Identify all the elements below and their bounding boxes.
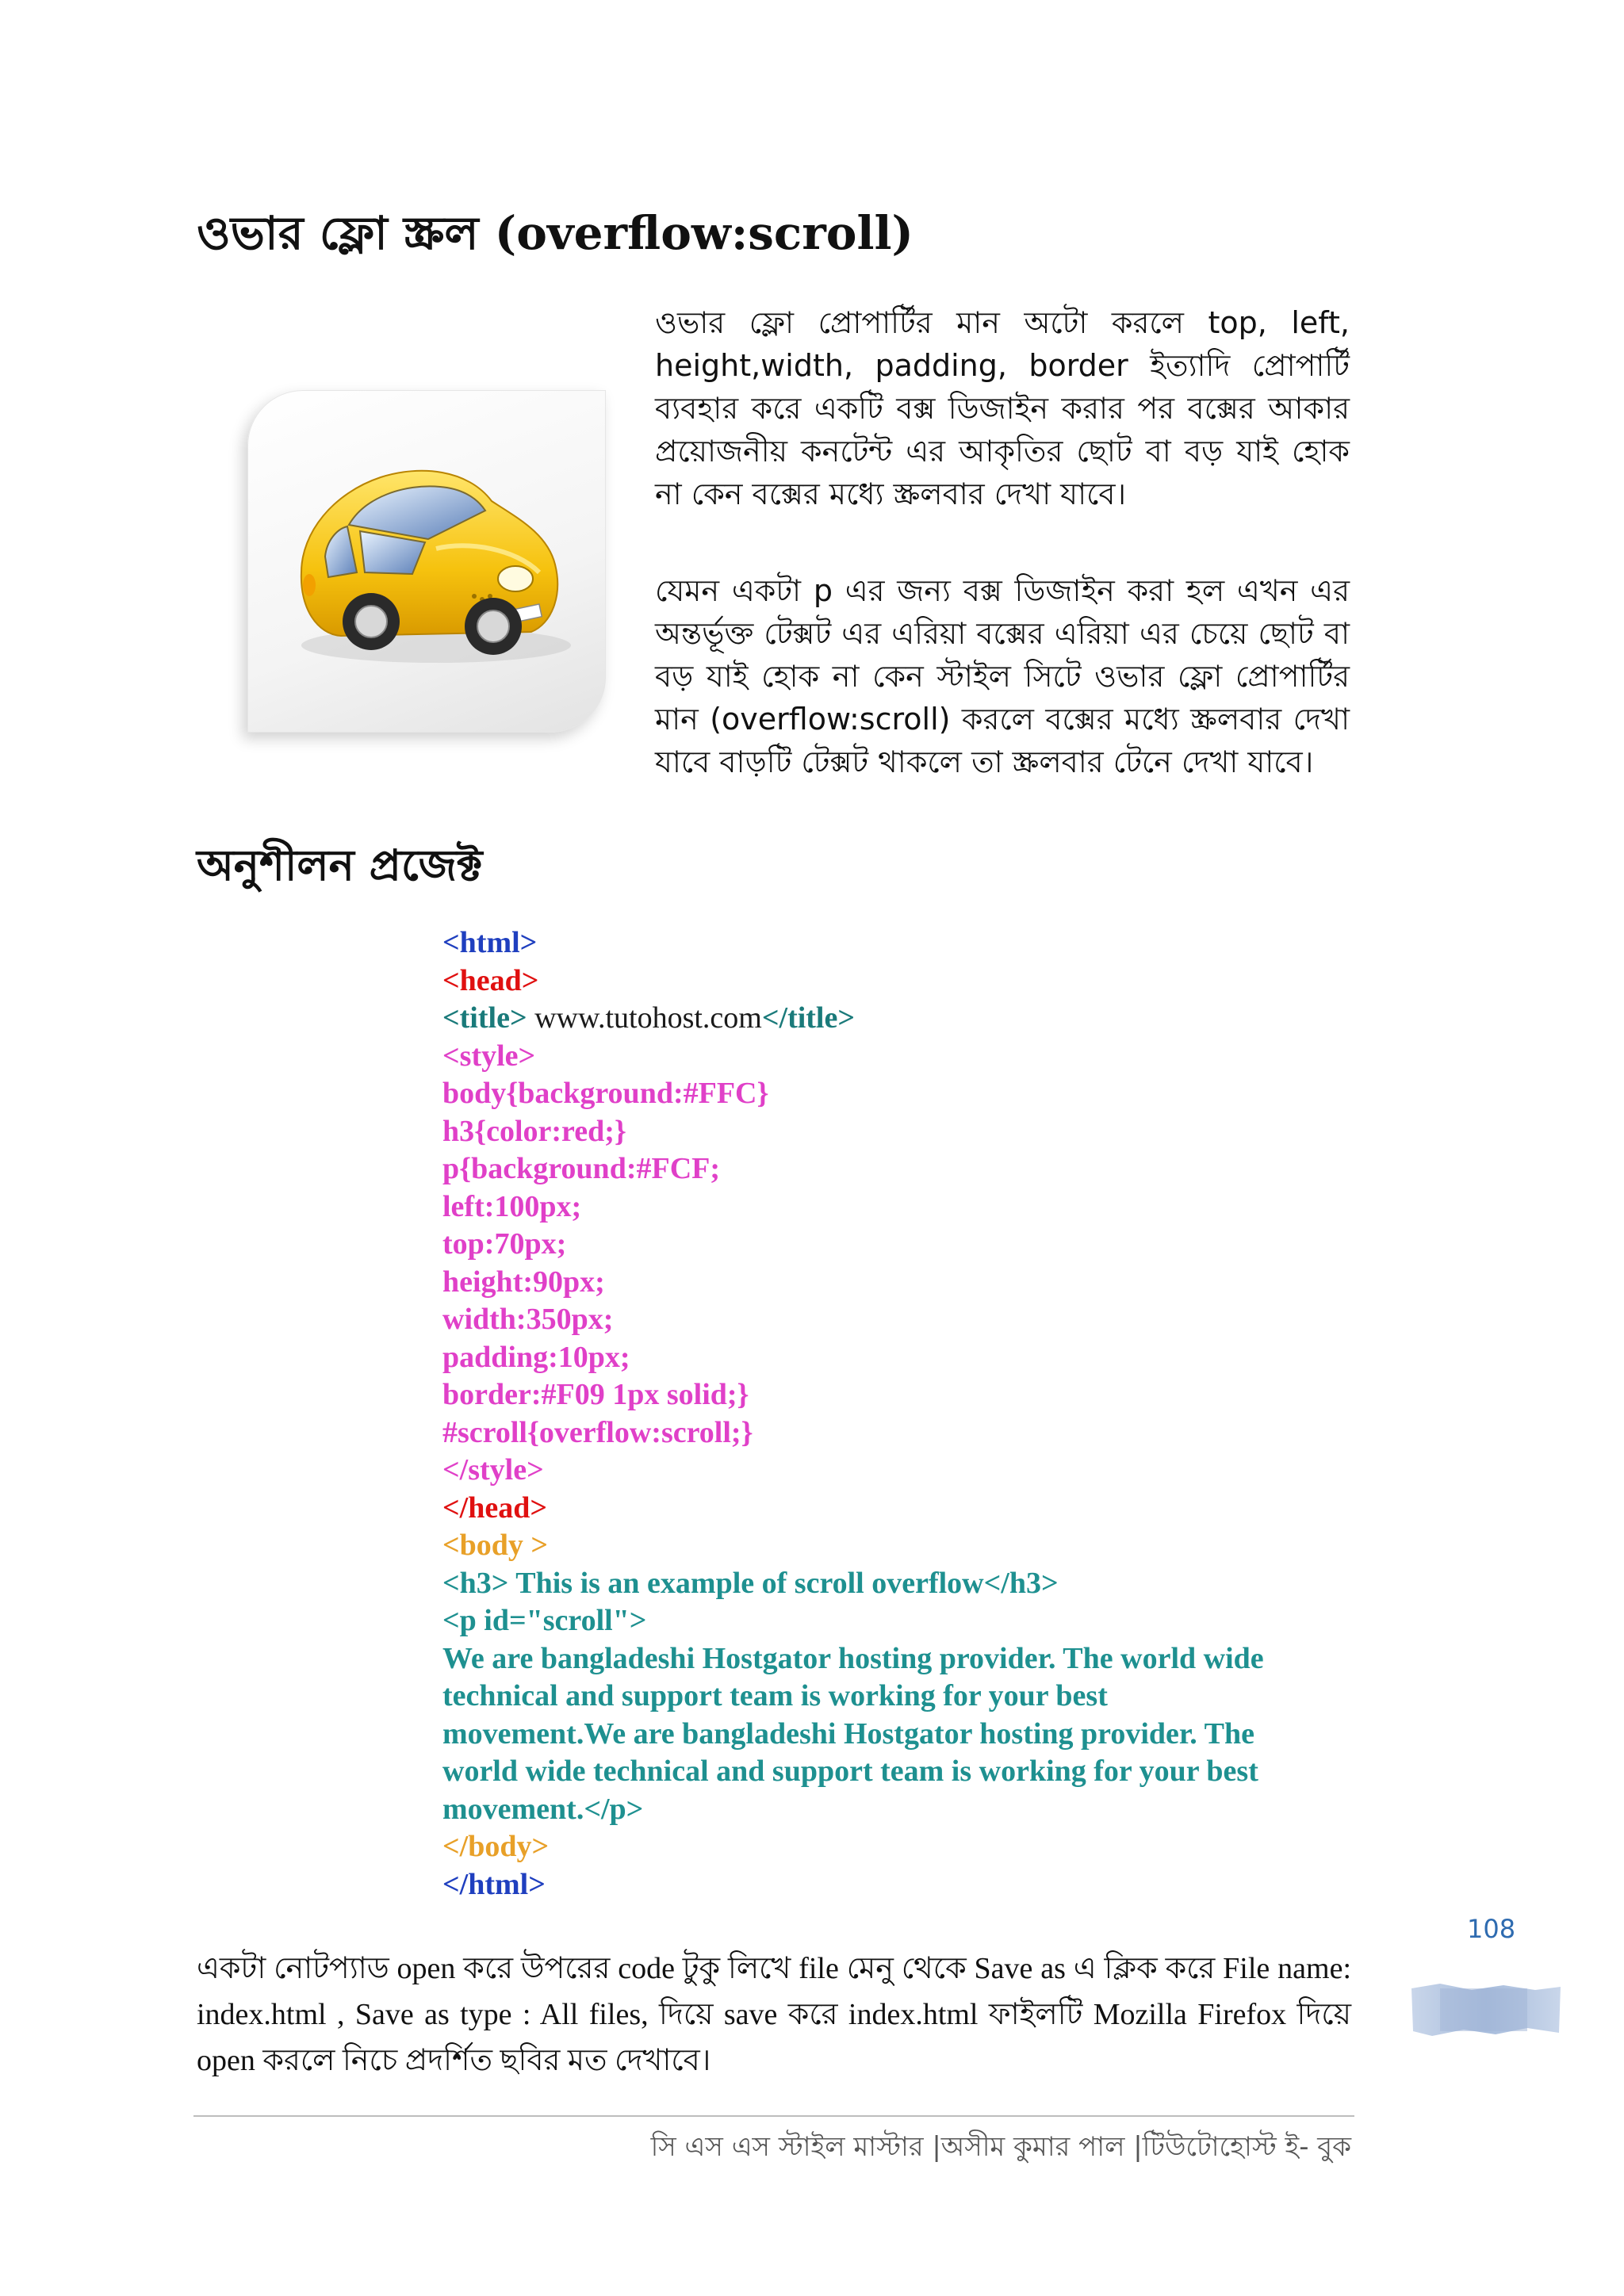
section-heading-overflow-scroll: ওভার ফ্লো স্ক্রল (overflow:scroll)	[197, 206, 914, 260]
code-line: movement.We are bangladeshi Hostgator hosting provider. The	[442, 1716, 1254, 1751]
code-line: </head>	[442, 1490, 547, 1525]
code-line: technical and support team is working for your best	[442, 1679, 1108, 1712]
code-line: #scroll{overflow:scroll;}	[442, 1415, 753, 1449]
code-token: <title>	[442, 1001, 527, 1035]
code-line: p{background:#FCF;	[442, 1152, 720, 1185]
section-heading-practice-project: অনুশীলন প্রজেক্ট	[197, 840, 483, 890]
code-line: <style>	[442, 1039, 536, 1073]
code-token: </title>	[761, 1001, 856, 1035]
code-line: <head>	[442, 963, 539, 997]
code-block	[442, 924, 1354, 1904]
intro-paragraph-2: যেমন একটা p এর জন্য বক্স ডিজাইন করা হল এখন এর অন্তর্ভূক্ত টেক্সট এর এরিয়া বক্সের এরিয়া এর চেয়ে ছোট বা বড় যাই হোক না কেন স্টাইল সিটে ওভার ফ্লো প্রোপার্টির মান (overflow:scroll) করলে বক্সের মধ্যে স্ক্রলবার দেখা যাবে বাড়টি টেক্সট থাকলে তা স্ক্রলবার টেনে দেখা যাবে।	[655, 573, 1350, 779]
code-line: </body>	[442, 1830, 550, 1863]
code-line: </style>	[442, 1453, 544, 1487]
car-image-card	[247, 390, 606, 733]
code-line: height:90px;	[442, 1265, 605, 1299]
code-line: width:350px;	[442, 1303, 614, 1336]
code-line: </html>	[442, 1867, 546, 1901]
code-token: www.tutohost.com	[527, 1001, 762, 1035]
code-line: body{background:#FFC}	[442, 1077, 769, 1110]
code-line: <body >	[442, 1529, 549, 1562]
code-line: <h3> This is an example of scroll overflow</h3>	[442, 1566, 1059, 1600]
footer-divider	[193, 2115, 1354, 2117]
code-line: <html>	[442, 926, 538, 959]
instruction-paragraph: একটা নোটপ্যাড open করে উপরের code টুকু লিখে file মেনু থেকে Save as এ ক্লিক করে File name: index.html , Save as type : All files, দিয়ে save করে index.html ফাইলটি Mozilla Firefox দিয়ে open করলে নিচে প্রদর্শিত ছবির মত দেখাবে।	[197, 1952, 1351, 2077]
yellow-car-icon	[278, 438, 579, 675]
intro-paragraph-1: ওভার ফ্লো প্রোপার্টির মান অটো করলে top, left, height,width, padding, border ইত্যাদি প্রোপার্টি ব্যবহার করে একটি বক্স ডিজাইন করার পর বক্সের আকার প্রয়োজনীয় কনটেন্ট এর আকৃতির ছোট বা বড় যাই হোক না কেন বক্সের মধ্যে স্ক্রলবার দেখা যাবে।	[655, 305, 1350, 511]
code-line: left:100px;	[442, 1189, 582, 1223]
footer-text: সি এস এস স্টাইল মাস্টার |অসীম কুমার পাল |টিউটোহোস্ট ই- বুক	[650, 2131, 1351, 2163]
page-tab-decoration	[1408, 1980, 1564, 2039]
code-line: h3{color:red;}	[442, 1114, 626, 1148]
code-line: world wide technical and support team is working for your best	[442, 1755, 1258, 1788]
code-line: top:70px;	[442, 1227, 567, 1261]
page-number: 108	[1467, 1914, 1516, 1944]
code-line: border:#F09 1px solid;}	[442, 1378, 749, 1411]
code-line: <p id="scroll">	[442, 1604, 647, 1637]
code-line: movement.</p>	[442, 1792, 644, 1826]
code-line	[442, 1000, 1354, 1038]
code-line: padding:10px;	[442, 1340, 630, 1374]
code-line: We are bangladeshi Hostgator hosting provider. The world wide	[442, 1641, 1264, 1675]
